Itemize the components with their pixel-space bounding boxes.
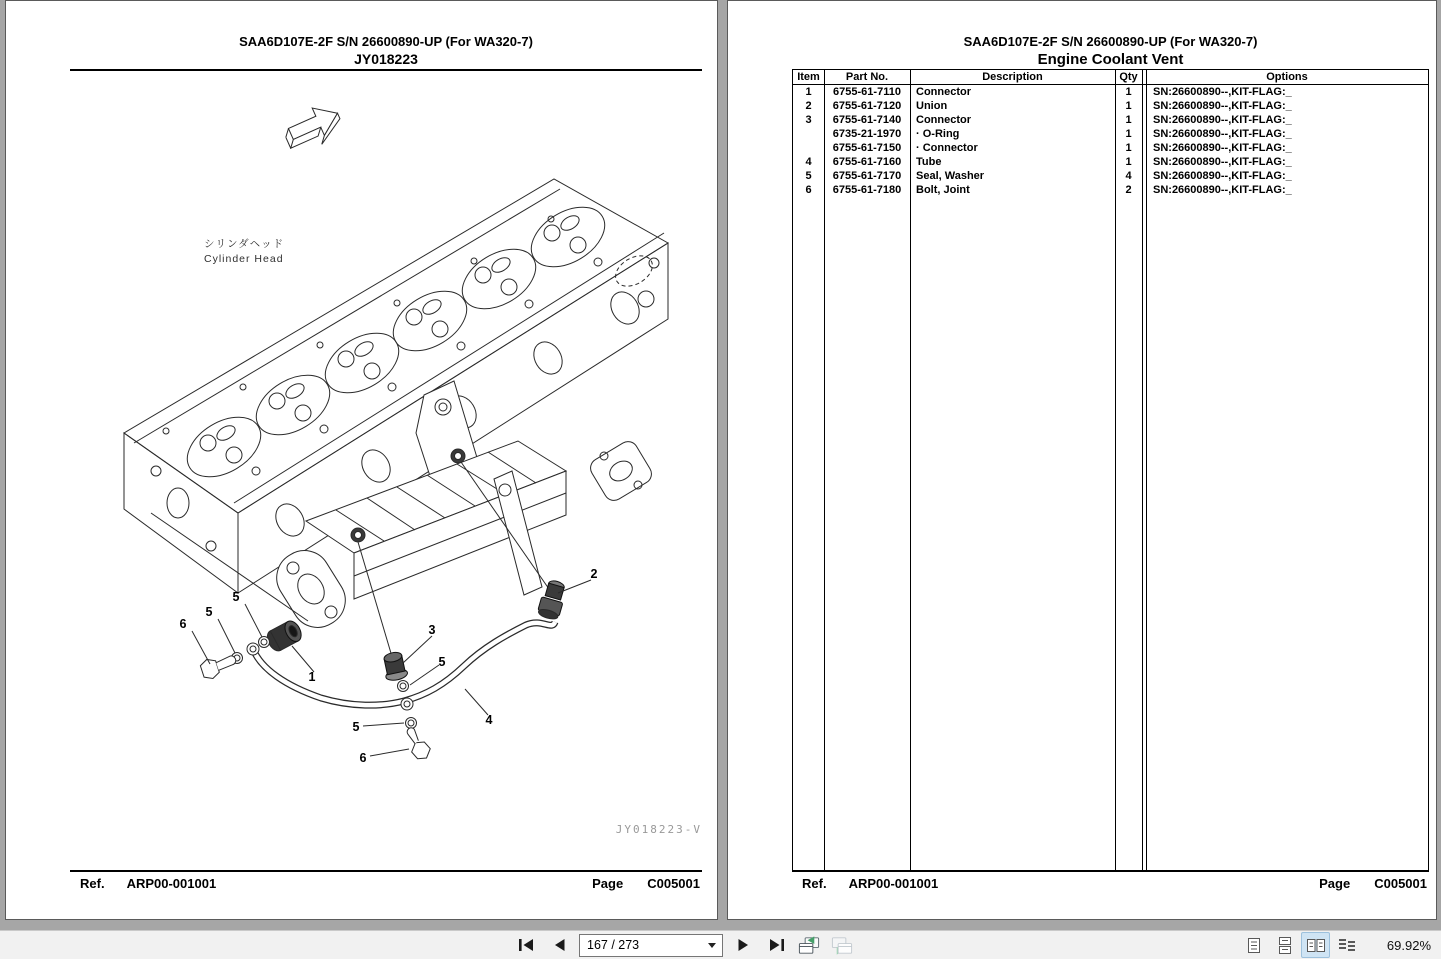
ref-label: Ref. <box>802 876 827 891</box>
callout-5: 5 <box>352 720 360 734</box>
col-header-options: Options <box>1266 71 1308 83</box>
footer-rule <box>792 870 1429 872</box>
ref-label: Ref. <box>80 876 105 891</box>
callout-3: 3 <box>428 623 436 637</box>
next-page-button[interactable] <box>730 932 756 958</box>
ref-value: ARP00-001001 <box>848 876 939 891</box>
parts-diagram-art <box>6 1 718 921</box>
page-right-parts-list <box>727 0 1437 920</box>
callout-5: 5 <box>205 605 213 619</box>
col-header-qty: Qty <box>1119 71 1138 83</box>
col-header-description: Description <box>982 71 1043 83</box>
next-view-icon <box>830 935 854 956</box>
page-title: SAA6D107E-2F S/N 26600890-UP (For WA320-7) <box>963 34 1258 49</box>
single-page-layout-button[interactable] <box>1239 932 1268 958</box>
next-view-button[interactable] <box>829 932 855 958</box>
next-page-icon <box>737 938 750 952</box>
callout-5: 5 <box>232 590 240 604</box>
column-divider <box>1115 70 1116 870</box>
first-page-icon <box>518 938 535 952</box>
previous-view-button[interactable] <box>796 932 822 958</box>
page-label: Page <box>592 876 624 891</box>
section-title: Engine Coolant Vent <box>1037 51 1184 68</box>
table-row: 6 6755-61-7180 Bolt, Joint 2 SN:26600890--,KIT-FLAG:_ <box>805 184 1292 196</box>
page-number-combo[interactable] <box>579 934 723 957</box>
table-header-row <box>793 70 1428 85</box>
ref-value: ARP00-001001 <box>126 876 217 891</box>
component-label-jp: シリンダヘッド <box>204 238 285 250</box>
table-row: 3 6755-61-7140 Connector 1 SN:26600890--,KIT-FLAG:_ <box>805 114 1292 126</box>
chevron-down-icon <box>708 943 716 948</box>
fwd-arrow-icon <box>279 100 346 157</box>
page-title: SAA6D107E-2F S/N 26600890-UP (For WA320-7) <box>239 34 533 49</box>
zoom-level: 69.92% <box>1386 937 1431 953</box>
table-row: 6735-21-1970 · O-Ring 1 SN:26600890--,KIT-FLAG:_ <box>832 128 1292 140</box>
footer-rule <box>70 870 702 872</box>
table-row: 5 6755-61-7170 Seal, Washer 4 SN:26600890--,KIT-FLAG:_ <box>805 170 1292 182</box>
page-number-value: 167 / 273 <box>587 938 640 952</box>
continuous-layout-icon <box>1276 937 1294 954</box>
single-page-layout-icon <box>1245 937 1263 954</box>
callout-6: 6 <box>359 751 367 765</box>
column-divider <box>1142 70 1143 870</box>
table-row: 2 6755-61-7120 Union 1 SN:26600890--,KIT-FLAG:_ <box>805 100 1292 112</box>
col-header-item: Item <box>797 71 820 83</box>
two-page-continuous-layout-icon <box>1337 937 1357 954</box>
page-left-diagram <box>5 0 718 920</box>
component-label <box>204 237 284 267</box>
last-page-button[interactable] <box>763 932 789 958</box>
previous-page-icon <box>553 938 566 952</box>
last-page-icon <box>768 938 785 952</box>
two-page-layout-icon <box>1306 937 1326 954</box>
callout-1: 1 <box>308 670 316 684</box>
column-divider <box>824 70 825 870</box>
column-divider <box>1146 70 1147 870</box>
callout-6: 6 <box>179 617 187 631</box>
callout-2: 2 <box>590 567 598 581</box>
page-value: C005001 <box>647 876 700 891</box>
figure-number: JY018223 <box>354 51 418 67</box>
previous-page-button[interactable] <box>546 932 572 958</box>
two-page-continuous-layout-button[interactable] <box>1332 932 1361 958</box>
continuous-layout-button[interactable] <box>1270 932 1299 958</box>
drawing-code: JY018223-V <box>615 823 702 836</box>
previous-view-icon <box>797 935 821 956</box>
col-header-partno: Part No. <box>845 71 889 83</box>
first-page-button[interactable] <box>513 932 539 958</box>
viewer-toolbar <box>0 930 1441 959</box>
callout-5: 5 <box>438 655 446 669</box>
table-row: 4 6755-61-7160 Tube 1 SN:26600890--,KIT-FLAG:_ <box>805 156 1292 168</box>
two-page-layout-button[interactable] <box>1301 932 1330 958</box>
callout-4: 4 <box>485 713 493 727</box>
component-label-en: Cylinder Head <box>204 253 284 265</box>
page-value: C005001 <box>1374 876 1427 891</box>
table-row: 6755-61-7150 · Connector 1 SN:26600890--,KIT-FLAG:_ <box>832 142 1292 154</box>
table-row: 1 6755-61-7110 Connector 1 SN:26600890--,KIT-FLAG:_ <box>805 86 1292 98</box>
parts-table <box>792 69 1429 870</box>
column-divider <box>910 70 911 870</box>
page-label: Page <box>1319 876 1351 891</box>
